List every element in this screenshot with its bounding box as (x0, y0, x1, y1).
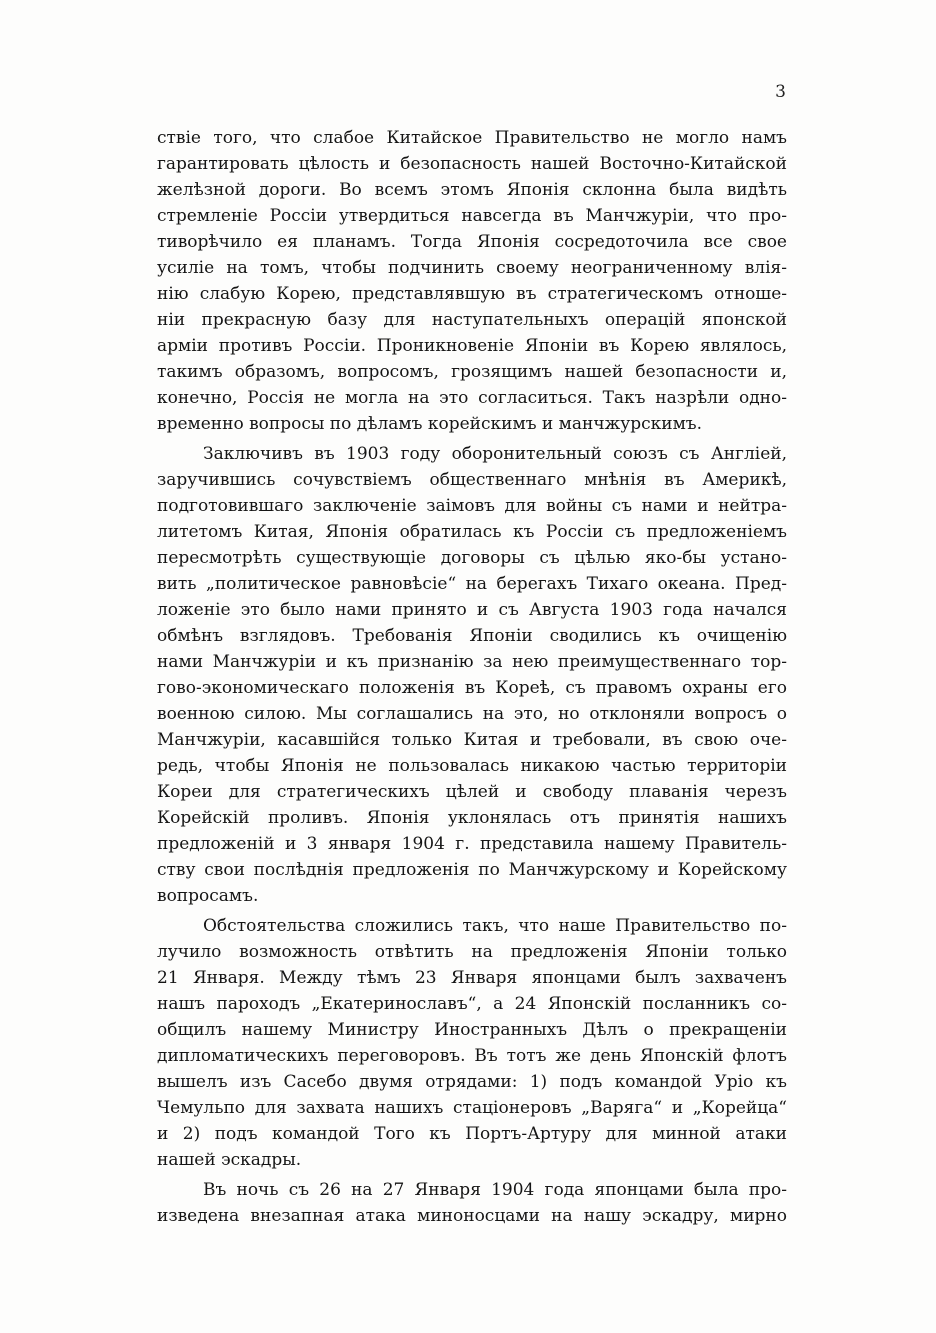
text-line: стремленіе Россіи утвердиться навсегда въ Манчжуріи, что про- (157, 206, 787, 226)
text-line: арміи противъ Россіи. Проникновеніе Японіи въ Корею являлось, (157, 336, 787, 356)
text-line: предложеній и 3 января 1904 г. представила нашему Правитель- (157, 834, 787, 854)
text-line: 21 Января. Между тѣмъ 23 Января японцами былъ захваченъ (157, 968, 787, 988)
text-line: обмѣнъ взглядовъ. Требованія Японіи сводились къ очищенію (157, 626, 787, 646)
text-line: литетомъ Китая, Японія обратилась къ Россіи съ предложеніемъ (157, 522, 787, 542)
text-line: вышелъ изъ Сасебо двумя отрядами: 1) подъ командой Уріо къ (157, 1072, 787, 1092)
text-line: нашей эскадры. (157, 1150, 302, 1170)
text-line: подготовившаго заключеніе заімовъ для войны съ нами и нейтра- (157, 496, 787, 516)
text-line: ству свои послѣднія предложенія по Манчжурскому и Корейскому (157, 860, 787, 880)
paragraph (157, 441, 787, 909)
text-line: лучило возможность отвѣтить на предложенія Японіи только (157, 942, 787, 962)
text-line: заручившись сочувствіемъ общественнаго мнѣнія въ Америкѣ, (157, 470, 787, 490)
text-line: Заключивъ въ 1903 году оборонительный союзъ съ Англіей, (203, 444, 787, 464)
text-line: Въ ночь съ 26 на 27 Января 1904 года японцами была про- (203, 1180, 787, 1200)
text-line: нами Манчжуріи и къ признанію за нею преимущественнаго тор- (157, 652, 787, 672)
paragraph (157, 125, 787, 437)
text-line: пересмотрѣть существующіе договоры съ цѣлью яко-бы устано- (157, 548, 787, 568)
text-line: Манчжуріи, касавшійся только Китая и требовали, въ свою оче- (157, 730, 787, 750)
text-line: Кореи для стратегическихъ цѣлей и свободу плаванія черезъ (157, 782, 787, 802)
text-line: Обстоятельства сложились такъ, что наше Правительство по- (203, 916, 787, 936)
text-line: усиліе на томъ, чтобы подчинить своему неограниченному влія- (157, 258, 787, 278)
text-line: временно вопросы по дѣламъ корейскимъ и манчжурскимъ. (157, 414, 703, 434)
text-line: ствіе того, что слабое Китайское Правительство не могло намъ (157, 128, 787, 148)
text-line: гово-экономическаго положенія въ Кореѣ, съ правомъ охраны его (157, 678, 787, 698)
text-line: дипломатическихъ переговоровъ. Въ тотъ же день Японскій флотъ (157, 1046, 787, 1066)
text-line: и 2) подъ командой Того къ Портъ-Артуру для минной атаки (157, 1124, 787, 1144)
text-line: вить „политическое равновѣсіе“ на берегахъ Тихаго океана. Пред- (157, 574, 787, 594)
text-line: нашъ пароходъ „Екатеринославъ“, а 24 Японскій посланникъ со- (157, 994, 787, 1014)
text-line: такимъ образомъ, вопросомъ, грозящимъ нашей безопасности и, (157, 362, 787, 382)
text-line: редь, чтобы Японія не пользовалась никакою частью территоріи (157, 756, 787, 776)
paragraph (157, 913, 787, 1173)
text-line: желѣзной дороги. Во всемъ этомъ Японія склонна была видѣть (157, 180, 787, 200)
text-line: нію слабую Корею, представлявшую въ стратегическомъ отноше- (157, 284, 787, 304)
text-line: гарантировать цѣлость и безопасность нашей Восточно-Китайской (157, 154, 787, 174)
paragraph (157, 1177, 787, 1229)
text-line: конечно, Россія не могла на это согласиться. Такъ назрѣли одно- (157, 388, 787, 408)
page-number: 3 (775, 82, 786, 102)
body-text (157, 125, 787, 1229)
text-line: Корейскій проливъ. Японія уклонялась отъ принятія нашихъ (157, 808, 787, 828)
text-line: вопросамъ. (157, 886, 259, 906)
text-line: ніи прекрасную базу для наступательныхъ операцій японской (157, 310, 787, 330)
text-line: военною силою. Мы соглашались на это, но отклоняли вопросъ о (157, 704, 787, 724)
text-line: общилъ нашему Министру Иностранныхъ Дѣлъ о прекращеніи (157, 1020, 787, 1040)
text-line: ложеніе это было нами принято и съ Августа 1903 года начался (157, 600, 787, 620)
text-line: тиворѣчило ея планамъ. Тогда Японія сосредоточила все свое (157, 232, 787, 252)
text-line: изведена внезапная атака миноносцами на нашу эскадру, мирно (157, 1206, 787, 1226)
text-line: Чемульпо для захвата нашихъ стаціонеровъ „Варяга“ и „Корейца“ (157, 1098, 787, 1118)
